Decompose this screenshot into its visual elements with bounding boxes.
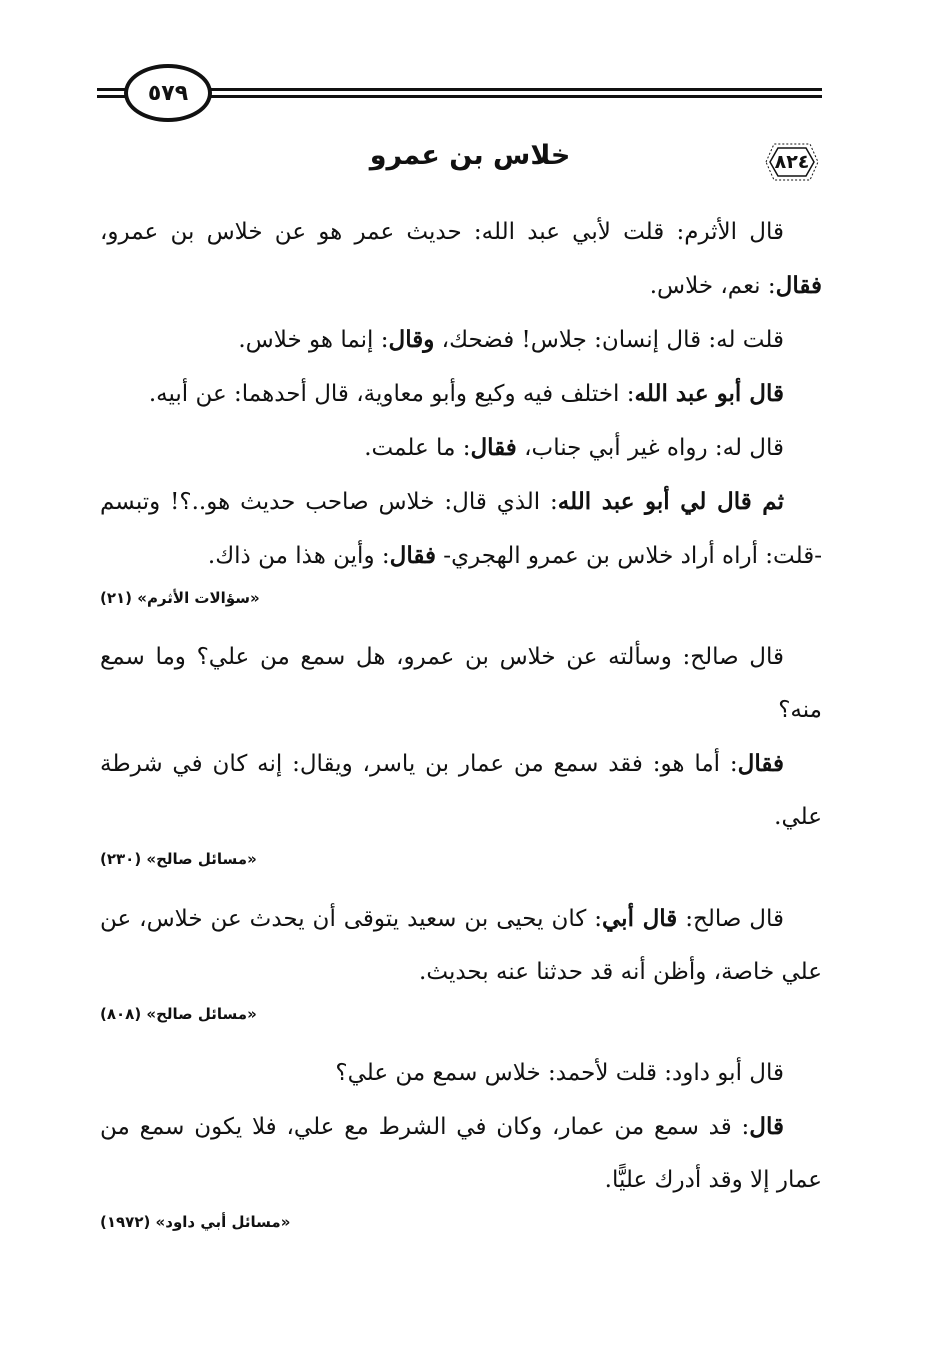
text-run: قال أبو داود: قلت لأحمد: خلاس سمع من علي؟ — [335, 1060, 784, 1086]
text-run: : أما هو: فقد سمع من عمار بن ياسر، ويقال: إنه كان في شرطة علي. — [100, 751, 822, 830]
paragraph — [100, 737, 822, 844]
speaker-label: قال أبي — [602, 905, 678, 932]
paragraph — [100, 367, 822, 421]
entry-number-badge — [762, 140, 822, 184]
speaker-label: وقال — [388, 326, 435, 353]
speaker-label: ثم قال لي أبو عبد الله — [557, 488, 784, 515]
paragraph — [100, 475, 822, 583]
source-citation: «مسائل صالح» (٨٠٨) — [100, 1005, 257, 1023]
block-gap — [100, 617, 822, 631]
text-run: : قد سمع من عمار، وكان في الشرط مع علي، فلا يكون سمع من عمار إلا وقد أدرك عليًّا. — [100, 1114, 822, 1193]
text-run: قلت له: قال إنسان: جلاس! فضحك، — [434, 327, 784, 353]
speaker-label: فقال — [737, 750, 784, 777]
source-citation: «مسائل صالح» (٢٣٠) — [100, 850, 257, 868]
paragraph — [100, 421, 822, 475]
paragraph — [100, 313, 822, 367]
text-run: : الذي قال: خلاس صاحب حديث هو..؟! وتبسم -قلت: أراه أراد خلاس بن عمرو الهجري- — [100, 489, 822, 569]
text-run: : وأين هذا من ذاك. — [207, 543, 390, 569]
paragraph — [100, 1047, 822, 1100]
paragraph — [100, 631, 822, 737]
quote-block-salih-2 — [100, 892, 822, 1027]
paragraph — [100, 206, 822, 313]
quote-block-salih-1 — [100, 631, 822, 872]
speaker-label: فقال — [389, 542, 436, 569]
block-gap — [100, 878, 822, 892]
speaker-label: قال — [749, 1113, 784, 1140]
text-run: : ما علمت. — [364, 435, 471, 461]
paragraph — [100, 1100, 822, 1207]
text-run: : نعم، خلاس. — [649, 273, 776, 299]
source-citation: «سؤالات الأثرم» (٢١) — [100, 589, 260, 607]
text-run: قال الأثرم: قلت لأبي عبد الله: حديث عمر هو عن خلاس بن عمرو، — [100, 219, 784, 245]
page-number-badge — [124, 64, 212, 122]
text-run: قال صالح: — [677, 906, 784, 932]
text-run: : كان يحيى بن سعيد يتوقى أن يحدث عن خلاس، عن علي خاصة، وأظن أنه قد حدثنا عنه بحديث. — [100, 906, 822, 985]
speaker-label: فقال — [470, 434, 517, 461]
source-citation: «مسائل أبي داود» (١٩٧٢) — [100, 1213, 291, 1231]
block-gap — [100, 1033, 822, 1047]
text-run: قال صالح: وسألته عن خلاس بن عمرو، هل سمع من علي؟ وما سمع منه؟ — [100, 644, 822, 723]
entry-title: خلاس بن عمرو — [369, 140, 571, 171]
quote-block-abu-dawud — [100, 1047, 822, 1235]
speaker-label: فقال — [775, 272, 822, 299]
text-run: : اختلف فيه وكيع وأبو معاوية، قال أحدهما: عن أبيه. — [148, 381, 635, 407]
paragraph — [100, 892, 822, 999]
quote-block-athram — [100, 206, 822, 611]
text-run: : إنما هو خلاس. — [238, 327, 389, 353]
entry-content — [100, 206, 822, 1241]
speaker-label: قال أبو عبد الله — [634, 380, 784, 407]
page-number: ٥٧٩ — [147, 80, 189, 106]
entry-number: ٨٢٤ — [774, 151, 810, 173]
text-run: قال له: رواه غير أبي جناب، — [516, 435, 784, 461]
